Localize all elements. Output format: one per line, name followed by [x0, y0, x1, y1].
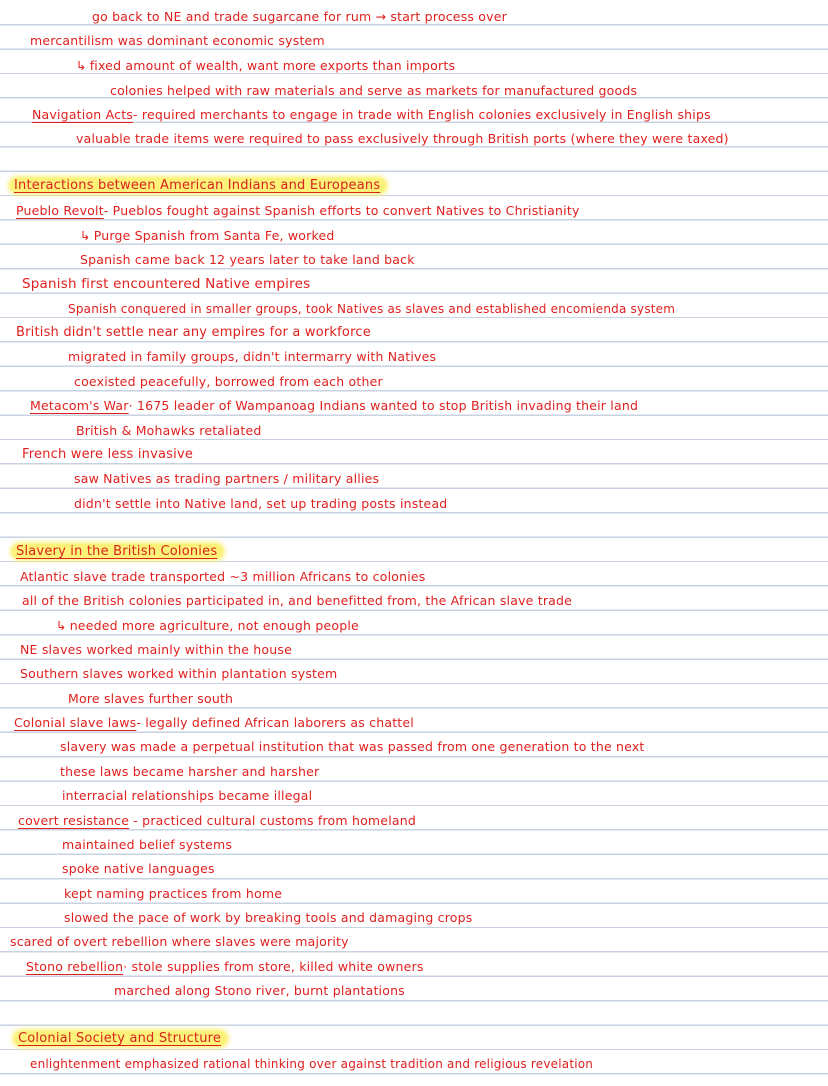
- note-line: Southern slaves worked within plantation system: [20, 666, 338, 681]
- note-line: Spanish conquered in smaller groups, took Natives as slaves and established encomienda system: [68, 302, 676, 316]
- note-text: Purge Spanish from Santa Fe, worked: [93, 228, 335, 243]
- note-line: enlightenment emphasized rational thinking over against tradition and religious revelation: [30, 1057, 594, 1071]
- sub-arrow-icon: ↳: [56, 618, 67, 633]
- note-text: - legally defined African laborers as chattel: [136, 715, 414, 730]
- note-line: French were less invasive: [22, 447, 194, 462]
- note-line: NE slaves worked mainly within the house: [20, 642, 292, 657]
- section-heading: [12, 541, 223, 563]
- sub-arrow-icon: ↳: [76, 58, 87, 73]
- note-line: [56, 615, 359, 637]
- note-line: slavery was made a perpetual institution that was passed from one generation to the next: [60, 739, 645, 754]
- note-line: all of the British colonies participated in, and benefitted from, the African slave trade: [22, 593, 573, 608]
- section-heading: [10, 175, 386, 197]
- note-line: maintained belief systems: [62, 837, 233, 852]
- note-line: slowed the pace of work by breaking tools and damaging crops: [64, 910, 473, 925]
- note-line: these laws became harsher and harsher: [60, 764, 320, 779]
- note-line: colonies helped with raw materials and serve as markets for manufactured goods: [110, 83, 638, 98]
- note-line: [16, 200, 580, 222]
- note-line: Spanish first encountered Native empires: [22, 276, 311, 292]
- note-line: coexisted peacefully, borrowed from each other: [74, 374, 383, 389]
- key-term: Metacom's War: [30, 398, 129, 413]
- note-line: [32, 104, 711, 126]
- note-line: Atlantic slave trade transported ~3 million Africans to colonies: [20, 569, 426, 584]
- note-line: valuable trade items were required to pass exclusively through British ports (where they were taxed): [76, 131, 729, 146]
- note-line: interracial relationships became illegal: [62, 788, 313, 803]
- note-line: didn't settle into Native land, set up trading posts instead: [74, 496, 448, 511]
- note-line: British & Mohawks retaliated: [76, 423, 262, 438]
- note-line: [26, 956, 424, 978]
- key-term: Navigation Acts: [32, 107, 134, 122]
- note-text: - practiced cultural customs from homeland: [129, 813, 416, 828]
- note-line: [14, 712, 414, 734]
- note-line: [80, 225, 334, 247]
- note-line: spoke native languages: [62, 861, 215, 876]
- note-line: British didn't settle near any empires for a workforce: [16, 325, 371, 340]
- key-term: covert resistance: [18, 813, 130, 828]
- key-term: Pueblo Revolt: [16, 203, 104, 218]
- note-line: More slaves further south: [68, 691, 234, 706]
- note-text: - required merchants to engage in trade with English colonies exclusively in English ships: [133, 107, 711, 122]
- note-line: saw Natives as trading partners / military allies: [74, 471, 380, 486]
- highlighted-heading-text: Interactions between American Indians and Europeans: [10, 178, 386, 193]
- key-term: Stono rebellion: [26, 959, 124, 974]
- sub-arrow-icon: ↳: [80, 228, 91, 243]
- note-text: · stole supplies from store, killed white owners: [123, 959, 424, 974]
- note-line: [18, 810, 416, 832]
- note-line: marched along Stono river, burnt plantations: [114, 983, 405, 998]
- note-text: - Pueblos fought against Spanish efforts to convert Natives to Christianity: [103, 203, 580, 218]
- note-line: migrated in family groups, didn't intermarry with Natives: [68, 349, 437, 364]
- key-term: Colonial slave laws: [14, 715, 137, 730]
- note-line: kept naming practices from home: [64, 886, 283, 901]
- section-heading: [14, 1028, 227, 1050]
- note-text: fixed amount of wealth, want more exports than imports: [89, 58, 456, 73]
- highlighted-heading-text: Slavery in the British Colonies: [12, 544, 223, 559]
- note-line: mercantilism was dominant economic system: [30, 33, 325, 48]
- note-text: needed more agriculture, not enough people: [69, 618, 359, 633]
- note-line: scared of overt rebellion where slaves were majority: [10, 934, 349, 949]
- note-text: · 1675 leader of Wampanoag Indians wanted to stop British invading their land: [128, 398, 639, 413]
- note-line: Spanish came back 12 years later to take land back: [80, 252, 415, 267]
- note-line: [30, 395, 638, 417]
- highlighted-heading-text: Colonial Society and Structure: [14, 1031, 227, 1046]
- note-line: [76, 55, 455, 77]
- note-line: go back to NE and trade sugarcane for rum → start process over: [92, 9, 507, 24]
